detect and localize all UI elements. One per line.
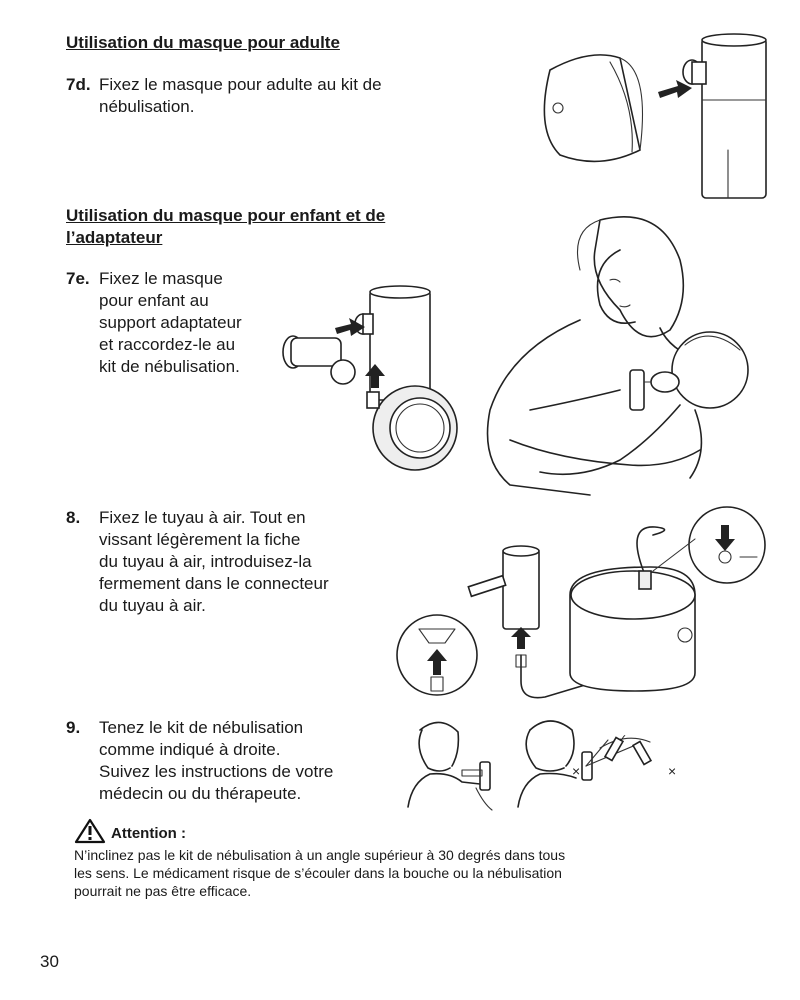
child-mask-heading-line-1: Utilisation du masque pour enfant et de bbox=[66, 206, 386, 225]
step-7e-line-3: support adaptateur bbox=[99, 313, 242, 332]
child-mask-heading-line-2: l’adaptateur bbox=[66, 228, 163, 247]
mother-child-illustration bbox=[470, 210, 770, 500]
step-8-line-1: Fixez le tuyau à air. Tout en bbox=[99, 508, 306, 527]
attention-line-1: N’inclinez pas le kit de nébulisation à un angle supérieur à 30 degrés dans tous bbox=[74, 847, 566, 863]
child-head bbox=[672, 332, 748, 408]
insert-arrow-icon bbox=[511, 627, 531, 649]
person-2-head bbox=[530, 721, 574, 766]
holding-kit-illustration bbox=[400, 712, 680, 812]
attention-line-3: pourrait ne pas être efficace. bbox=[74, 883, 252, 899]
adult-mask-shape bbox=[544, 55, 640, 162]
step-9-line-4: médecin ou du thérapeute. bbox=[99, 784, 302, 803]
child-mask-heading bbox=[66, 205, 385, 249]
air-tube-illustration bbox=[395, 505, 775, 715]
step-9-number: 9. bbox=[66, 718, 81, 737]
attention-body bbox=[74, 846, 754, 900]
step-9 bbox=[66, 717, 406, 807]
step-8-line-4: fermement dans le connecteur bbox=[99, 574, 329, 593]
step-7d bbox=[66, 74, 496, 120]
step-8-line-3: du tuyau à air, introduisez-la bbox=[99, 552, 312, 571]
child-mask-adapter-illustration bbox=[275, 280, 465, 470]
person-1-head bbox=[420, 722, 458, 766]
step-7e-number: 7e. bbox=[66, 269, 90, 288]
step-7d-line-2: nébulisation. bbox=[99, 97, 195, 116]
step-7e-line-2: pour enfant au bbox=[99, 291, 209, 310]
warning-triangle-icon bbox=[74, 818, 106, 844]
step-7e-line-4: et raccordez-le au bbox=[99, 335, 236, 354]
step-8-line-5: du tuyau à air. bbox=[99, 596, 206, 615]
step-7d-number: 7d. bbox=[66, 75, 91, 94]
nebulizer-kit-shape bbox=[702, 38, 766, 198]
step-8 bbox=[66, 507, 406, 619]
step-7d-line-1: Fixez le masque pour adulte au kit de bbox=[99, 75, 382, 94]
forbidden-tilt-mark-right: × bbox=[668, 763, 677, 779]
attention-line-2: les sens. Le médicament risque de s’écouler dans la bouche ou la nébulisation bbox=[74, 865, 562, 881]
adult-mask-heading: Utilisation du masque pour adulte bbox=[66, 33, 340, 52]
step-9-line-1: Tenez le kit de nébulisation bbox=[99, 718, 304, 737]
adult-mask-illustration bbox=[520, 30, 770, 210]
attention-title: Attention : bbox=[111, 825, 186, 842]
nebulizer-in-use bbox=[630, 370, 644, 410]
step-7e bbox=[66, 268, 296, 380]
allowed-tilt-mark: ✓ bbox=[618, 733, 628, 745]
kit-shape bbox=[503, 549, 539, 629]
step-7e-line-5: kit de nébulisation. bbox=[99, 357, 240, 376]
step-8-number: 8. bbox=[66, 508, 81, 527]
step-9-line-3: Suivez les instructions de votre bbox=[99, 762, 334, 781]
forbidden-tilt-mark-left: × bbox=[572, 763, 581, 779]
step-9-line-2: comme indiqué à droite. bbox=[99, 740, 281, 759]
step-8-line-2: vissant légèrement la fiche bbox=[99, 530, 301, 549]
mother-hair bbox=[594, 217, 683, 337]
page-number: 30 bbox=[40, 952, 59, 971]
step-7e-line-1: Fixez le masque bbox=[99, 269, 223, 288]
